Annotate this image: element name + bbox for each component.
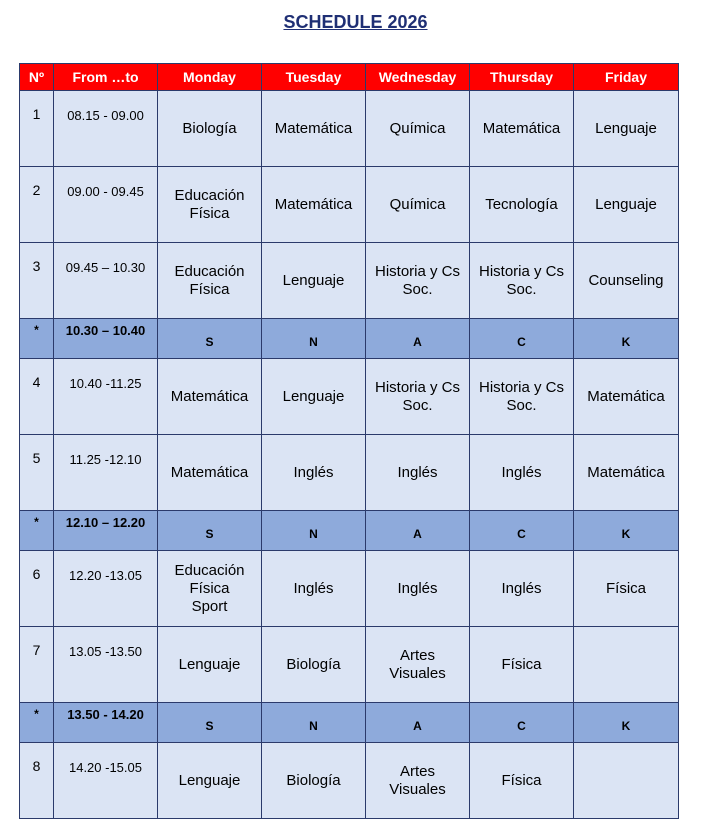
cell-text-line: Física — [501, 771, 542, 789]
cell-text-line: Inglés — [293, 463, 334, 481]
page-title: SCHEDULE 2026 — [283, 12, 428, 32]
cell-text-line: Matemática — [274, 119, 353, 137]
period-time: 14.20 -15.05 — [54, 743, 158, 819]
cell-text-line: Soc. — [402, 280, 433, 298]
subject-monday — [158, 91, 262, 167]
cell-text-line: Inglés — [397, 463, 438, 481]
snack-letter-wednesday — [366, 511, 470, 551]
cell-text-line: Counseling — [588, 271, 664, 289]
cell-text-line: Soc. — [402, 396, 433, 414]
subject-tuesday — [262, 435, 366, 511]
subject-friday — [574, 167, 679, 243]
cell-text-line: Historia y Cs — [374, 378, 460, 396]
cell-text-line: K — [621, 334, 631, 349]
snack-letter-wednesday — [366, 319, 470, 359]
snack-letter-friday — [574, 703, 679, 743]
cell-text-line: K — [621, 526, 631, 541]
cell-text-line: Matemática — [587, 387, 665, 405]
snack-letter-monday — [158, 703, 262, 743]
cell-text-line: Inglés — [501, 579, 542, 597]
snack-letter-thursday — [470, 511, 574, 551]
cell-text-line: Visuales — [389, 780, 446, 798]
cell-text-line: Química — [389, 119, 446, 137]
subject-monday — [158, 435, 262, 511]
period-time: 13.05 -13.50 — [54, 627, 158, 703]
cell-text-line: Artes — [399, 762, 435, 780]
cell-text-line: Física — [189, 579, 230, 597]
subject-monday — [158, 627, 262, 703]
period-row — [20, 743, 679, 819]
period-time: 12.20 -13.05 — [54, 551, 158, 627]
cell-text-line: A — [413, 334, 422, 349]
cell-text-line: Educación — [174, 186, 245, 204]
cell-text-line: Biología — [286, 655, 341, 673]
cell-text-line: Artes — [399, 646, 435, 664]
cell-text-line: Biología — [182, 119, 237, 137]
snack-letter-monday — [158, 511, 262, 551]
cell-text-line: Física — [189, 204, 230, 222]
period-number: * — [20, 511, 54, 551]
subject-thursday — [470, 435, 574, 511]
subject-wednesday — [366, 435, 470, 511]
col-header-number: Nº — [20, 64, 54, 91]
col-header-tuesday: Tuesday — [262, 64, 366, 91]
subject-wednesday — [366, 627, 470, 703]
period-time: 09.45 – 10.30 — [54, 243, 158, 319]
period-number: * — [20, 703, 54, 743]
snack-letter-tuesday — [262, 703, 366, 743]
cell-text-line: Tecnología — [485, 195, 558, 213]
period-time: 13.50 - 14.20 — [54, 703, 158, 743]
cell-text-line: Lenguaje — [178, 771, 241, 789]
subject-tuesday — [262, 551, 366, 627]
cell-text-line: C — [517, 718, 526, 733]
schedule-table — [19, 63, 679, 819]
period-row — [20, 167, 679, 243]
snack-letter-thursday — [470, 319, 574, 359]
cell-text-line: Física — [605, 579, 646, 597]
subject-tuesday — [262, 91, 366, 167]
subject-wednesday — [366, 551, 470, 627]
cell-text-line: Inglés — [397, 579, 438, 597]
cell-text-line: Matemática — [587, 463, 665, 481]
subject-thursday — [470, 359, 574, 435]
snack-letter-wednesday — [366, 703, 470, 743]
cell-text-line: K — [621, 718, 631, 733]
snack-letter-monday — [158, 319, 262, 359]
period-number: 4 — [20, 359, 54, 435]
snack-letter-tuesday — [262, 319, 366, 359]
subject-wednesday — [366, 359, 470, 435]
cell-text-line: Lenguaje — [282, 271, 345, 289]
cell-text-line: C — [517, 334, 526, 349]
cell-text-line: Educación — [174, 262, 245, 280]
period-number: 5 — [20, 435, 54, 511]
break-row — [20, 319, 679, 359]
cell-text-line: Historia y Cs — [478, 378, 564, 396]
cell-text-line: Soc. — [506, 396, 537, 414]
subject-friday — [574, 91, 679, 167]
cell-text-line: S — [205, 334, 214, 349]
cell-text-line: A — [413, 718, 422, 733]
cell-text-line: Física — [501, 655, 542, 673]
subject-monday — [158, 743, 262, 819]
period-number: 3 — [20, 243, 54, 319]
period-row — [20, 551, 679, 627]
col-header-time: From …to — [54, 64, 158, 91]
snack-letter-tuesday — [262, 511, 366, 551]
cell-text-line: N — [309, 334, 318, 349]
cell-text-line: Lenguaje — [595, 195, 657, 213]
period-row — [20, 627, 679, 703]
cell-text-line: Lenguaje — [595, 119, 657, 137]
cell-text-line: Sport — [191, 597, 228, 615]
period-time: 08.15 - 09.00 — [54, 91, 158, 167]
cell-text-line: Historia y Cs — [478, 262, 564, 280]
cell-text-line: Química — [389, 195, 446, 213]
subject-monday — [158, 359, 262, 435]
subject-thursday — [470, 627, 574, 703]
period-number: 6 — [20, 551, 54, 627]
cell-text-line: Inglés — [501, 463, 542, 481]
period-time: 09.00 - 09.45 — [54, 167, 158, 243]
subject-friday — [574, 243, 679, 319]
cell-text-line: Lenguaje — [282, 387, 345, 405]
cell-text-line: C — [517, 526, 526, 541]
break-row — [20, 511, 679, 551]
subject-wednesday — [366, 243, 470, 319]
subject-thursday — [470, 743, 574, 819]
subject-monday — [158, 243, 262, 319]
cell-text-line: Educación — [174, 561, 245, 579]
period-number: 7 — [20, 627, 54, 703]
cell-text-line: S — [205, 526, 214, 541]
cell-text-line: N — [309, 526, 318, 541]
cell-text-line: Matemática — [170, 463, 249, 481]
cell-text-line: Visuales — [389, 664, 446, 682]
period-number: * — [20, 319, 54, 359]
cell-text-line: N — [309, 718, 318, 733]
subject-thursday — [470, 91, 574, 167]
cell-text-line: Biología — [286, 771, 341, 789]
header-row — [20, 64, 679, 91]
col-header-monday: Monday — [158, 64, 262, 91]
subject-thursday — [470, 551, 574, 627]
subject-monday — [158, 167, 262, 243]
cell-text-line: Matemática — [170, 387, 249, 405]
snack-letter-friday — [574, 511, 679, 551]
cell-text-line: Matemática — [482, 119, 561, 137]
subject-monday — [158, 551, 262, 627]
subject-tuesday — [262, 627, 366, 703]
subject-tuesday — [262, 743, 366, 819]
cell-text-line: Inglés — [293, 579, 334, 597]
col-header-thursday: Thursday — [470, 64, 574, 91]
cell-text-line: Física — [189, 280, 230, 298]
period-number: 1 — [20, 91, 54, 167]
subject-friday — [574, 435, 679, 511]
snack-letter-thursday — [470, 703, 574, 743]
subject-friday — [574, 743, 679, 819]
period-row — [20, 435, 679, 511]
break-row — [20, 703, 679, 743]
subject-thursday — [470, 167, 574, 243]
cell-text-line: A — [413, 526, 422, 541]
snack-letter-friday — [574, 319, 679, 359]
subject-friday — [574, 551, 679, 627]
cell-text-line: Soc. — [506, 280, 537, 298]
subject-friday — [574, 359, 679, 435]
period-row — [20, 243, 679, 319]
subject-tuesday — [262, 359, 366, 435]
period-row — [20, 91, 679, 167]
schedule-body — [20, 91, 679, 819]
period-number: 2 — [20, 167, 54, 243]
col-header-wednesday: Wednesday — [366, 64, 470, 91]
cell-text-line: Matemática — [274, 195, 353, 213]
period-time: 11.25 -12.10 — [54, 435, 158, 511]
period-time: 10.30 – 10.40 — [54, 319, 158, 359]
cell-text-line: S — [205, 718, 214, 733]
period-time: 12.10 – 12.20 — [54, 511, 158, 551]
period-number: 8 — [20, 743, 54, 819]
subject-wednesday — [366, 167, 470, 243]
cell-text-line: Lenguaje — [178, 655, 241, 673]
cell-text-line: Historia y Cs — [374, 262, 460, 280]
subject-tuesday — [262, 243, 366, 319]
subject-wednesday — [366, 91, 470, 167]
subject-thursday — [470, 243, 574, 319]
subject-friday — [574, 627, 679, 703]
subject-wednesday — [366, 743, 470, 819]
subject-tuesday — [262, 167, 366, 243]
period-row — [20, 359, 679, 435]
period-time: 10.40 -11.25 — [54, 359, 158, 435]
col-header-friday: Friday — [574, 64, 679, 91]
